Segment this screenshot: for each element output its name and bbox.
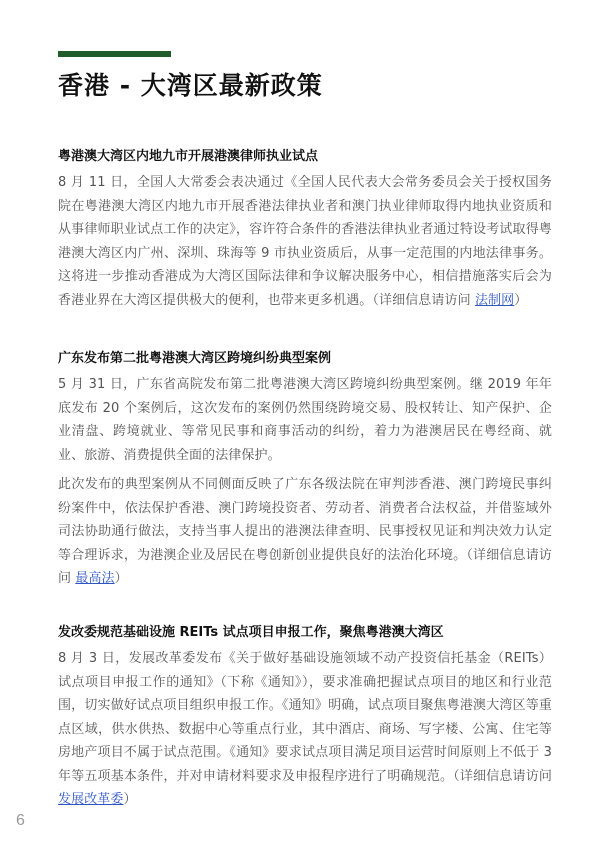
news-section-lawyer-pilot: [58, 146, 552, 318]
source-link-supreme-court[interactable]: 最高法: [75, 571, 115, 586]
section-title: 发改委规范基础设施 REITs 试点项目申报工作，聚焦粤港澳大湾区: [58, 625, 444, 640]
section-paragraph: 8 月 11 日，全国人大常委会表决通过《全国人民代表大会常务委员会关于授权国务院在粤港澳大湾区内地九市开展香港法律执业者和澳门执业律师取得内地执业资质和从事律师职业试点工作的决定》，容许符合条件的香港法律执业者通过特设考试取得粤港澳大湾区内广州、深圳、珠海等 9 市执业资质后，从事一定范围的内地法律事务。这将进一步推动香港成为大湾区国际法律和争议解决服务中心，相信措施落实后会为香港业界在大湾区提供极大的便利，也带来更多机遇。（详细信息请访问 法制网）: [58, 175, 552, 308]
news-section-reits-pilot: [58, 622, 552, 818]
source-link-legal-daily[interactable]: 法制网: [474, 292, 515, 308]
section-title: 粤港澳大湾区内地九市开展港澳律师执业试点: [58, 149, 319, 164]
page-number: 6: [16, 812, 25, 829]
page-title: 香港 - 大湾区最新政策: [58, 71, 323, 100]
news-section-cross-border-cases: [58, 348, 552, 597]
source-link-ndrc[interactable]: 发展改革委: [58, 792, 124, 807]
section-paragraph: 8 月 3 日，发展改革委发布《关于做好基础设施领域不动产投资信托基金（REITs）试点项目申报工作的通知》（下称《通知》），要求准确把握试点项目的地区和行业范围，切实做好试点项目组织申报工作。《通知》明确，试点项目聚焦粤港澳大湾区等重点区域，供水供热、数据中心等重点行业，其中酒店、商场、写字楼、公寓、住宅等房地产项目不属于试点范围。《通知》要求试点项目满足项目运营时间原则上不低于 3 年等五项基本条件，并对申请材料要求及申报程序进行了明确规范。（详细信息请访问 发展改革委）: [58, 651, 552, 807]
section-paragraph: 5 月 31 日，广东省高院发布第二批粤港澳大湾区跨境纠纷典型案例。继 2019 年年底发布 20 个案例后，这次发布的案例仍然围绕跨境交易、股权转让、知产保护、企业清盘、跨境就业、等常见民事和商事活动的纠纷，着力为港澳居民在粤经商、就业、旅游、消费提供全面的法律保护。: [58, 377, 552, 463]
section-title: 广东发布第二批粤港澳大湾区跨境纠纷典型案例: [58, 351, 332, 366]
section-paragraph: 此次发布的典型案例从不同侧面反映了广东各级法院在审判涉香港、澳门跨境民事纠纷案件中，依法保护香港、澳门跨境投资者、劳动者、消费者合法权益，并借鉴域外司法协助通行做法，支持当事人提出的港澳法律查明、民事授权见证和判决效力认定等合理诉求，为港澳企业及居民在粤创新创业提供良好的法治化环境。（详细信息请访问 最高法）: [58, 477, 552, 586]
title-accent-bar: [58, 51, 171, 57]
